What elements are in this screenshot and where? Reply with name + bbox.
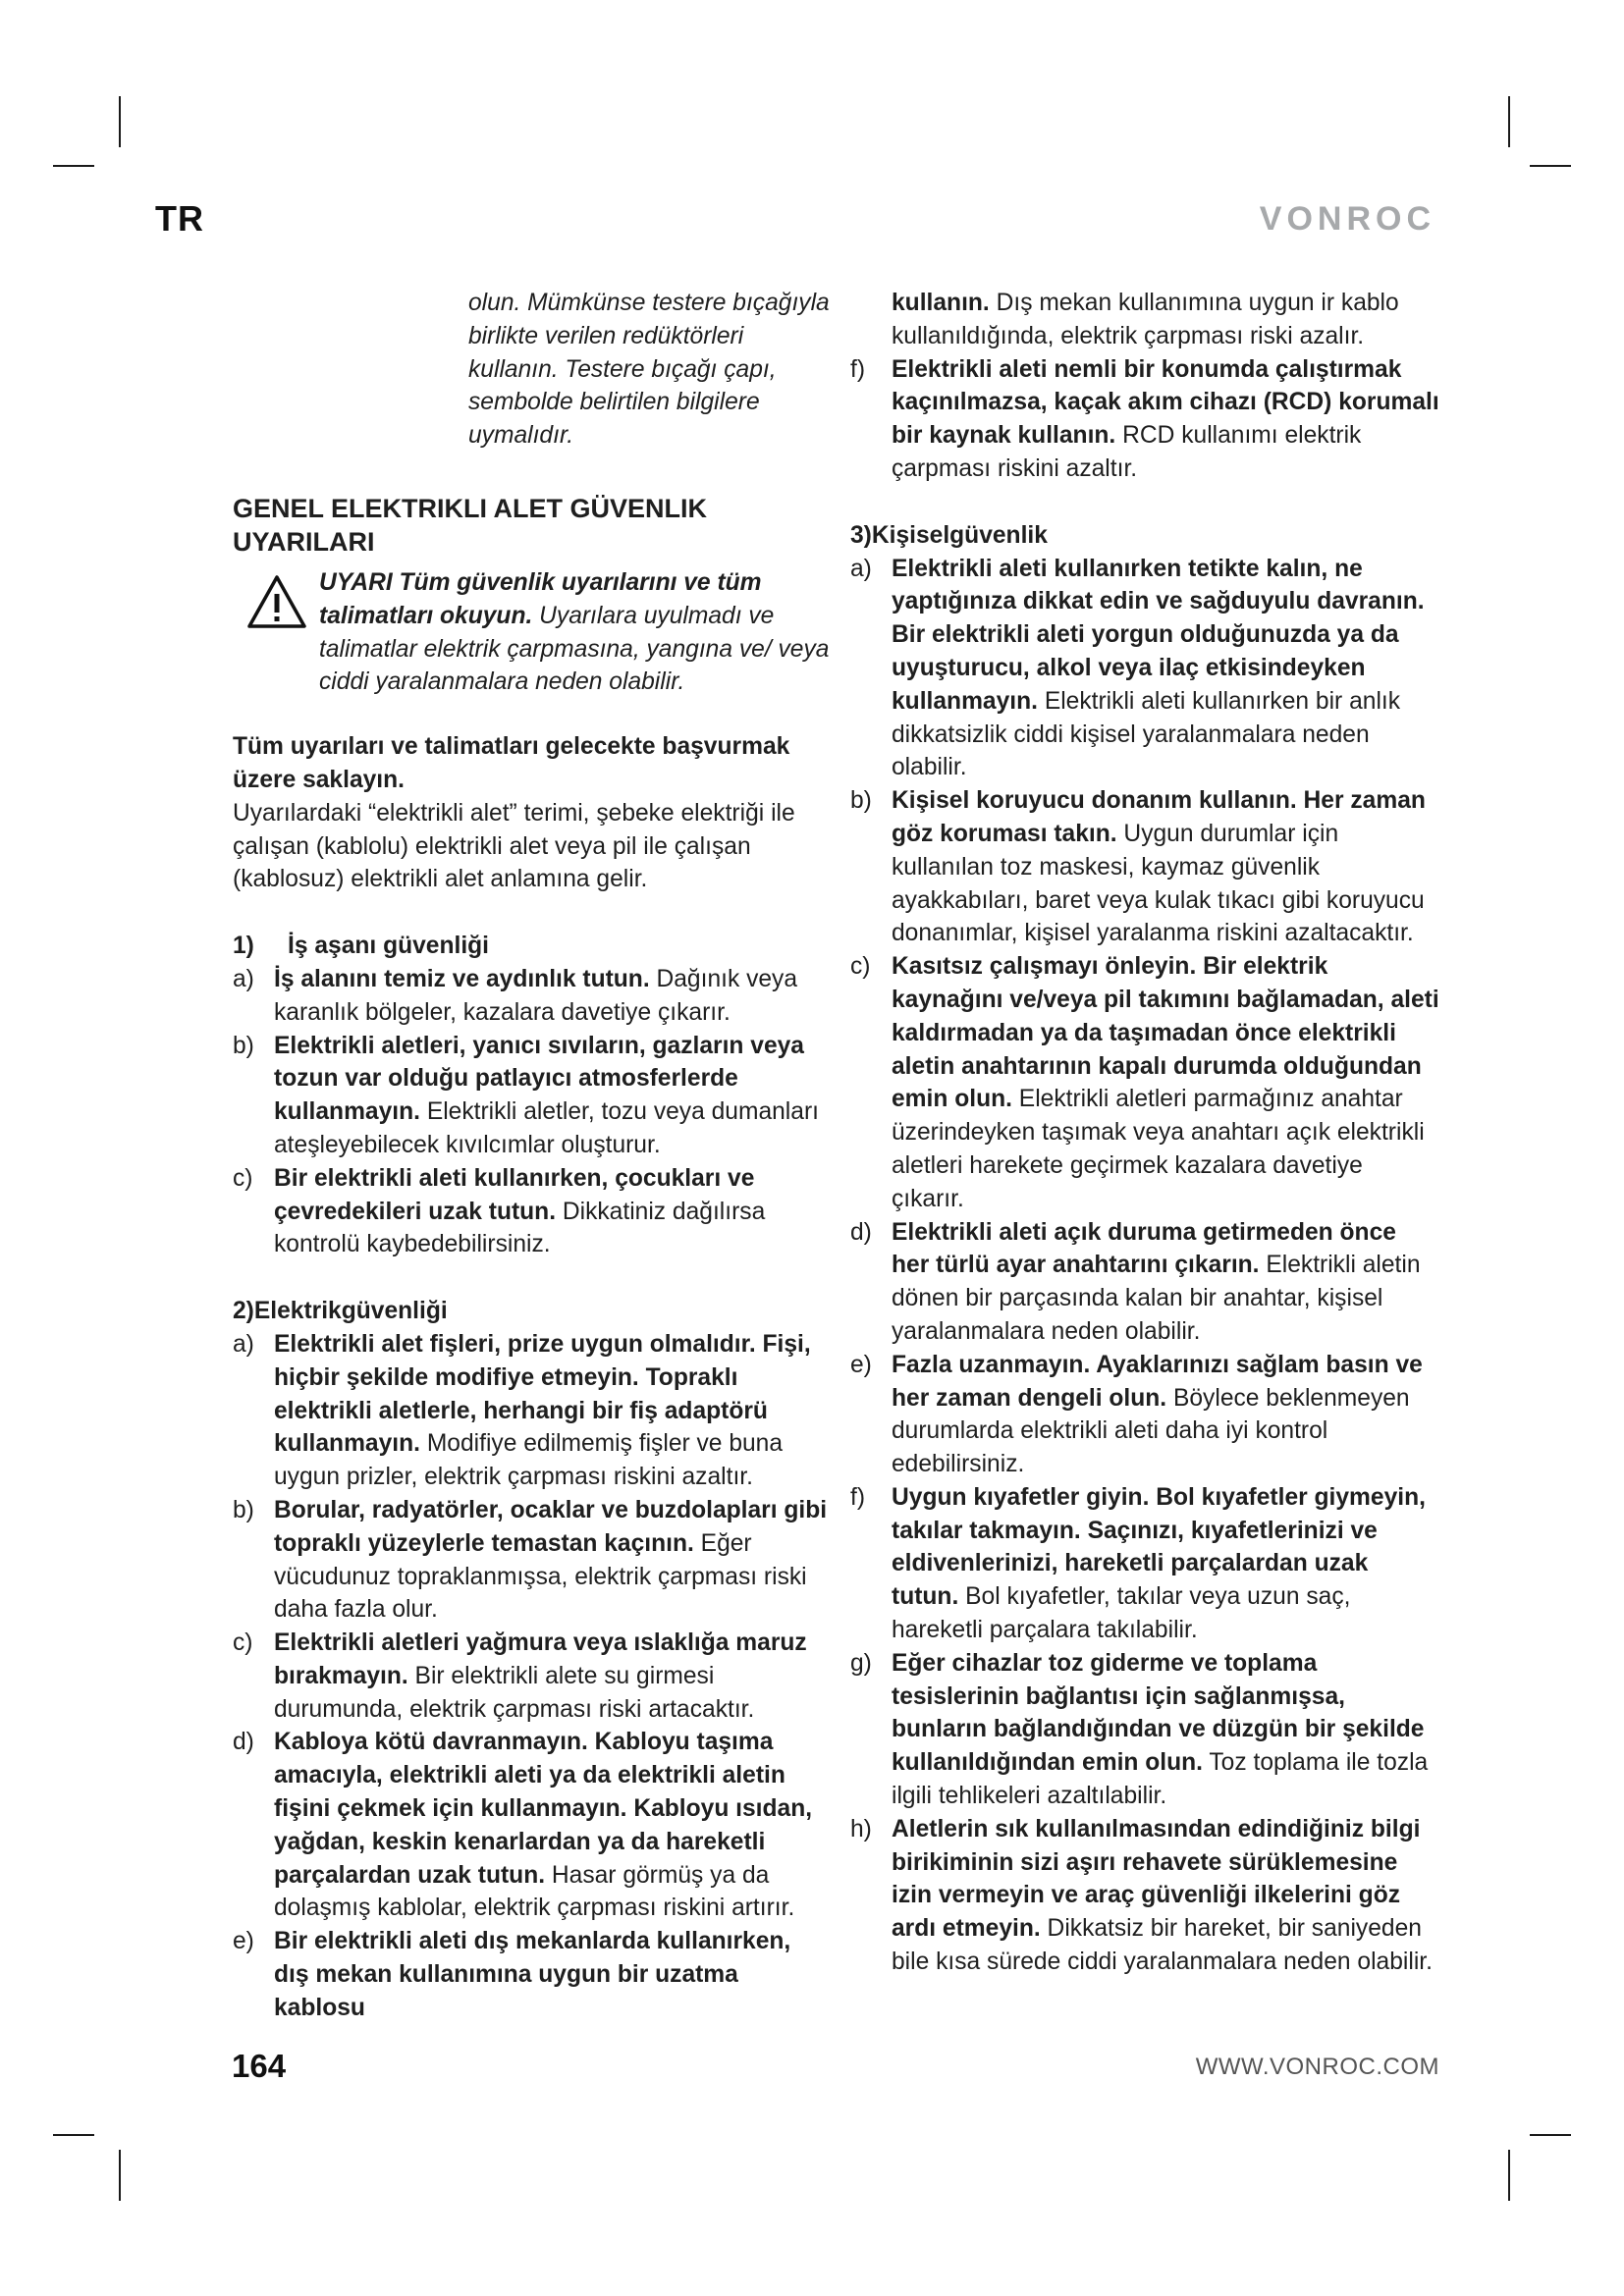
- item-bold: Kabloya kötü davranmayın. Kabloyu taşıma amacıyla, elektrikli aleti ya da elektrikli aletin fişini çekmek için kullanmayın. Kabloyu ısıdan, yağdan, keskin kenarlardan ya da hareketli parçalardan uzak tutun.: [274, 1729, 813, 1889]
- website-url: WWW.VONROC.COM: [1195, 2054, 1439, 2080]
- right-column: [850, 287, 1439, 1979]
- item-marker: b): [233, 1496, 254, 1523]
- item-text: Dış mekan kullanımına uygun ir kablo kullanıldığında, elektrik çarpması riski azalır.: [892, 290, 1399, 349]
- list-item: [233, 1726, 830, 1925]
- item-marker: c): [850, 953, 871, 981]
- list-item: [850, 1216, 1439, 1349]
- list-item: [233, 1494, 830, 1627]
- list-item-continuation: [850, 287, 1439, 353]
- item-text: Bol kıyafetler, takılar veya uzun saç, hareketli parçalara takılabilir.: [892, 1583, 1351, 1644]
- list-item: [850, 950, 1439, 1215]
- item-marker: h): [850, 1815, 872, 1842]
- list-item: [850, 1481, 1439, 1647]
- warning-text: [319, 566, 830, 699]
- item-marker: e): [233, 1928, 254, 1955]
- item-marker: d): [233, 1729, 254, 1756]
- warning-body: Uyarılara uyulmadı ve talimatlar elektrik çarpmasına, yangına ve/ veya ciddi yaralanmalara neden olabilir.: [319, 602, 830, 696]
- item-text: Elektrikli aletleri parmağınız anahtar üzerindeyken taşımak veya anahtarı açık elektrikli aletleri harekete geçirmek kazalara davetiye çıkarır.: [892, 1086, 1425, 1212]
- item-bold: Aletlerin sık kullanılmasından edindiğiniz bilgi birikiminin sizi aşırı rehavete sürüklemesine izin vermeyin ve araç güvenliği ilkelerini göz ardı etmeyin.: [892, 1815, 1421, 1943]
- item-marker: f): [850, 1483, 866, 1511]
- crop-mark: [53, 165, 94, 167]
- item-marker: c): [233, 1164, 253, 1192]
- item-bold: Elektrikli aletleri, yanıcı sıvıların, gazların veya tozun var olduğu patlayıcı atmosferlerde kullanmayın.: [274, 1032, 804, 1126]
- list-item: [850, 784, 1439, 950]
- item-text: RCD kullanımı elektrik çarpması riskini azaltır.: [892, 422, 1362, 482]
- work-area-heading: [233, 930, 830, 963]
- crop-mark: [1530, 165, 1571, 167]
- item-text: Bir elektrikli alete su girmesi durumunda, elektrik çarpması riski artacaktır.: [274, 1662, 755, 1723]
- item-text: Böylece beklenmeyen durumlarda elektrikli aleti daha iyi kontrol edebilirsiniz.: [892, 1384, 1410, 1478]
- warning-bold: UYARI Tüm güvenlik uyarılarını ve tüm talimatları okuyun.: [319, 568, 762, 629]
- list-item: [233, 1030, 830, 1162]
- save-instructions-body: Uyarılardaki “elektrikli alet” terimi, şebeke elektriği ile çalışan (kablolu) elektrikli alet veya pil ile çalışan (kablosuz) elektrikli alet anlamına gelir.: [233, 799, 795, 893]
- page-number: 164: [232, 2048, 287, 2084]
- item-text: Elektrikli aletler, tozu veya dumanları ateşleyebilecek kıvılcımlar oluşturur.: [274, 1098, 819, 1158]
- personal-safety-heading: 3)Kişiselgüvenlik: [850, 521, 1048, 549]
- save-instructions-bold: Tüm uyarıları ve talimatları gelecekte başvurmak üzere saklayın.: [233, 733, 790, 793]
- item-bold: İş alanını temiz ve aydınlık tutun.: [274, 965, 650, 992]
- item-bold: kullanın.: [892, 290, 990, 316]
- item-text: Hasar görmüş ya da dolaşmış kablolar, elektrik çarpması riskini artırır.: [274, 1861, 795, 1922]
- list-item: [233, 1162, 830, 1261]
- list-item: [233, 1328, 830, 1494]
- section-title: GENEL ELEKTRIKLI ALET GÜVENLIK UYARILARI: [233, 493, 708, 557]
- list-item: [233, 1627, 830, 1726]
- crop-mark: [119, 2150, 121, 2201]
- work-area-number: 1): [233, 933, 254, 960]
- item-marker: a): [233, 1330, 254, 1358]
- item-marker: e): [850, 1351, 872, 1378]
- list-item: [850, 1349, 1439, 1481]
- item-bold: Elektrikli alet fişleri, prize uygun olmalıdır. Fişi, hiçbir şekilde modifiye etmeyin. Topraklı elektrikli aletlerle, herhangi bir fiş adaptörü kullanmayın.: [274, 1330, 811, 1458]
- crop-mark: [53, 2134, 94, 2136]
- item-marker: g): [850, 1649, 872, 1677]
- brand-logo: VONROC: [1259, 200, 1435, 238]
- item-marker: c): [233, 1629, 253, 1657]
- left-column: [233, 287, 830, 2025]
- warning-triangle-icon: [246, 574, 307, 629]
- item-text: Elektrikli aleti kullanırken bir anlık dikkatsizlik ciddi kişisel yaralanmalara neden olabilir.: [892, 687, 1401, 781]
- item-bold: Elektrikli aleti nemli bir konumda çalıştırmak kaçınılmazsa, kaçak akım cihazı (RCD) korumalı bir kaynak kullanın.: [892, 355, 1439, 450]
- save-instructions: [233, 730, 830, 896]
- crop-mark: [119, 96, 121, 147]
- electrical-safety-heading: 2)Elektrikgüvenliği: [233, 1298, 448, 1325]
- item-bold: Elektrikli aleti açık duruma getirmeden önce her türlü ayar anahtarını çıkarın.: [892, 1218, 1396, 1279]
- list-item: [850, 1813, 1439, 1979]
- item-text: Modifiye edilmemiş fişler ve buna uygun prizler, elektrik çarpması riskini azaltır.: [274, 1430, 784, 1491]
- item-bold: Borular, radyatörler, ocaklar ve buzdolapları gibi topraklı yüzeylerle temastan kaçının.: [274, 1496, 828, 1557]
- crop-mark: [1508, 2150, 1510, 2201]
- item-bold: Bir elektrikli aleti dış mekanlarda kullanırken, dış mekan kullanımına uygun bir uzatma kablosu: [274, 1928, 791, 2021]
- item-bold: Elektrikli aletleri yağmura veya ıslaklığa maruz bırakmayın.: [274, 1629, 807, 1689]
- item-marker: d): [850, 1218, 872, 1246]
- item-text: Uygun durumlar için kullanılan toz maskesi, kaymaz güvenlik ayakkabıları, baret veya kulak tıkacı gibi koruyucu donanımlar, kişisel yaralanma riskini azaltacaktır.: [892, 820, 1425, 947]
- item-bold: Fazla uzanmayın. Ayaklarınızı sağlam basın ve her zaman dengeli olun.: [892, 1351, 1423, 1412]
- item-bold: Uygun kıyafetler giyin. Bol kıyafetler giymeyin, takılar takmayın. Saçınızı, kıyafetlerinizi ve eldivenlerinizi, hareketli parçalardan uzak tutun.: [892, 1483, 1426, 1611]
- item-bold: Elektrikli aleti kullanırken tetikte kalın, ne yaptığınıza dikkat edin ve sağduyulu davranın. Bir elektrikli aleti yorgun olduğunuzda ya da uyuşturucu, alkol veya ilaç etkisindeyken kullanmayın.: [892, 555, 1425, 715]
- list-item: [850, 353, 1439, 486]
- item-text: Dikkatiniz dağılırsa kontrolü kaybedebilirsiniz.: [274, 1198, 766, 1258]
- item-marker: f): [850, 355, 866, 383]
- item-marker: a): [850, 555, 872, 582]
- item-bold: Kişisel koruyucu donanım kullanın. Her zaman göz koruması takın.: [892, 787, 1426, 847]
- item-text: Dikkatsiz bir hareket, bir saniyeden bile kısa sürede ciddi yaralanmalara neden olabilir.: [892, 1915, 1433, 1976]
- work-area-title: İş aşanı güvenliği: [288, 933, 490, 960]
- item-text: Elektrikli aletin dönen bir parçasında kalan bir anahtar, kişisel yaralanmalara neden olabilir.: [892, 1252, 1421, 1345]
- intro-text: olun. Mümkünse testere bıçağıyla birlikte verilen redüktörleri kullanın. Testere bıçağı çapı, sembolde belirtilen bilgilere uymalıdır.: [468, 290, 830, 450]
- item-marker: a): [233, 965, 254, 992]
- list-item: [233, 1925, 830, 2024]
- item-bold: Kasıtsız çalışmayı önleyin. Bir elektrik kaynağını ve/veya pil takımını bağlamadan, aleti kaldırmadan ya da taşımadan önce elektrikli aletin anahtarının kapalı durumda olduğundan emin olun.: [892, 953, 1439, 1113]
- crop-mark: [1508, 96, 1510, 147]
- crop-mark: [1530, 2134, 1571, 2136]
- item-bold: Eğer cihazlar toz giderme ve toplama tesislerinin bağlantısı için sağlanmışsa, bunların bağlandığından ve düzgün bir şekilde kullanıldığından emin olun.: [892, 1649, 1425, 1777]
- item-bold: Bir elektrikli aleti kullanırken, çocukları ve çevredekileri uzak tutun.: [274, 1164, 755, 1225]
- list-item: [850, 553, 1439, 785]
- list-item: [850, 1647, 1439, 1813]
- item-text: Toz toplama ile tozla ilgili tehlikeleri azaltılabilir.: [892, 1749, 1429, 1810]
- item-marker: b): [233, 1032, 254, 1059]
- item-text: Eğer vücudunuz topraklanmışsa, elektrik çarpması riski daha fazla olur.: [274, 1529, 807, 1624]
- item-marker: b): [850, 787, 872, 815]
- warning-block: [233, 566, 830, 699]
- list-item: [233, 963, 830, 1030]
- language-code: TR: [155, 198, 204, 239]
- item-text: Dağınık veya karanlık bölgeler, kazalara davetiye çıkarır.: [274, 965, 798, 1026]
